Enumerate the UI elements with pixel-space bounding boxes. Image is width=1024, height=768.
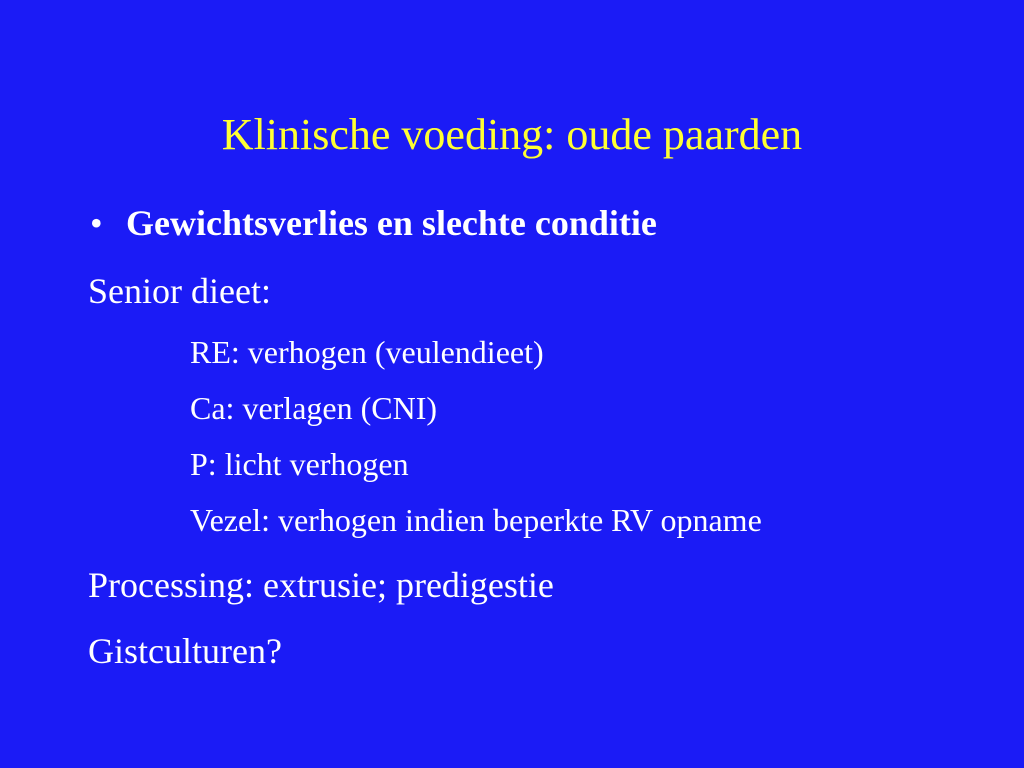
processing-line: Processing: extrusie; predigestie — [88, 565, 554, 605]
bullet-text: Gewichtsverlies en slechte conditie — [126, 203, 657, 243]
senior-item-re: RE: verhogen (veulendieet) — [190, 334, 544, 370]
gistculturen-line: Gistculturen? — [88, 631, 282, 671]
bullet-item — [90, 198, 657, 248]
senior-diet-heading: Senior dieet: — [88, 271, 271, 311]
bullet-icon: • — [90, 203, 103, 243]
senior-item-vezel: Vezel: verhogen indien beperkte RV opname — [190, 502, 762, 538]
slide-title: Klinische voeding: oude paarden — [221, 110, 803, 159]
senior-item-p: P: licht verhogen — [190, 446, 409, 482]
senior-item-ca: Ca: verlagen (CNI) — [190, 390, 438, 426]
